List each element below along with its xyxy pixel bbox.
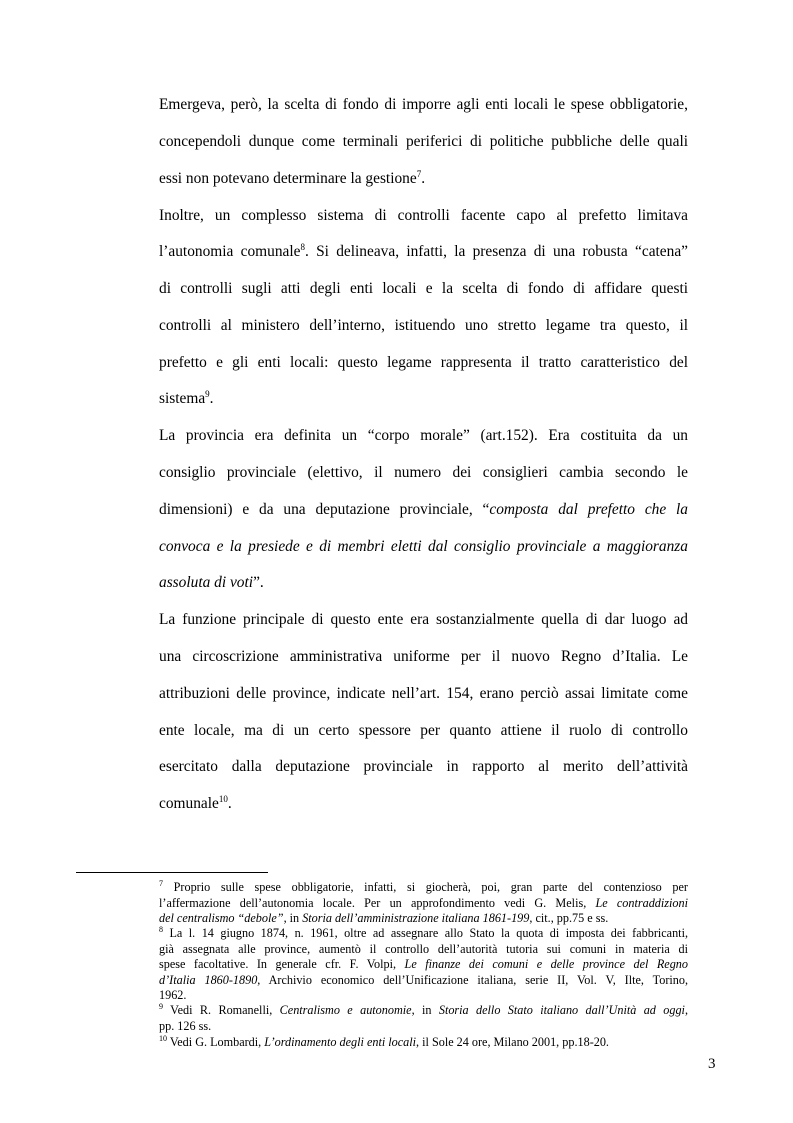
text-line — [159, 573, 688, 593]
text-line: Emergeva, però, la scelta di fondo di imporre agli enti locali le spese obbligatorie, — [159, 96, 688, 113]
footnote-line — [159, 1003, 688, 1019]
italic-title: d’Italia 1860-1890 — [159, 972, 258, 987]
italic-title: Centralismo e autonomie — [279, 1003, 412, 1017]
footnote-7 — [159, 880, 688, 896]
text-segment: . — [209, 390, 214, 407]
italic-title: Storia dell’amministrazione italiana 1861-199 — [302, 911, 530, 925]
text-segment: . — [421, 170, 426, 187]
text-line: concependoli dunque come terminali periferici di politiche pubbliche delle quali — [159, 133, 688, 150]
footnote-number: 10 — [159, 1034, 167, 1043]
text-segment: Vedi R. Romanelli, — [163, 1003, 280, 1017]
footnote-line — [159, 880, 688, 896]
page-number: 3 — [708, 1056, 716, 1072]
text-segment: , — [684, 1003, 688, 1017]
text-line — [159, 537, 688, 557]
text-segment: , cit., pp.75 e ss. — [529, 911, 609, 925]
text-line: La provincia era definita un “corpo morale” (art.152). Era costituita da un — [159, 427, 688, 444]
text-segment: Vedi G. Lombardi, — [167, 1035, 265, 1049]
text-segment: La l. 14 giugno 1874, n. 1961, oltre ad assegnare allo Stato la quota di imposta dei fabbricanti, — [163, 926, 688, 940]
text-segment: l’affermazione dell’autonomia locale. Per un approfondimento vedi G. Melis, — [159, 895, 596, 910]
text-segment: dimensioni) e da una deputazione provinciale, “ — [159, 501, 490, 518]
text-segment: essi non potevano determinare la gestione — [159, 170, 417, 187]
footnote-8 — [159, 926, 688, 1004]
text-line: esercitato dalla deputazione provinciale in rapporto al merito dell’attività — [159, 758, 688, 775]
text-segment: . Si delineava, infatti, la presenza di una robusta “catena” — [304, 243, 689, 260]
text-line: La funzione principale di questo ente era sostanzialmente quella di dar luogo ad — [159, 611, 688, 628]
footnote-ref: 10 — [218, 794, 228, 804]
text-line — [159, 500, 688, 520]
text-segment: , in — [411, 1003, 439, 1017]
text-line — [159, 242, 688, 262]
footnote-line: già assegnata alle province, aumentò il controllo dell’autorità tutoria sui comuni in materia di — [159, 941, 688, 956]
text-segment: , il Sole 24 ore, Milano 2001, pp.18-20. — [416, 1035, 609, 1049]
footnote-line — [159, 973, 688, 989]
footnote-line — [159, 957, 688, 973]
text-segment: , Archivio economico dell’Unificazione italiana, serie II, Vol. V, Ilte, Torino, — [257, 972, 689, 987]
text-segment: sistema — [159, 390, 206, 407]
text-line: ente locale, ma di un certo spessore per quanto attiene il ruolo di controllo — [159, 722, 688, 739]
footnote-line — [159, 1035, 688, 1051]
footnote-line — [159, 911, 688, 927]
footnote-ref: 9 — [205, 389, 210, 399]
footnote-line: 1962. — [159, 988, 187, 1002]
footnote-line: pp. 126 ss. — [159, 1018, 212, 1033]
footnote-line — [159, 896, 688, 912]
italic-title: L’ordinamento degli enti locali — [264, 1035, 417, 1049]
text-line: una circoscrizione amministrativa uniforme per il nuovo Regno d’Italia. Le — [159, 648, 688, 665]
footnote-ref: 7 — [416, 169, 422, 179]
footnote-9 — [159, 1003, 688, 1034]
text-segment: Proprio sulle spese obbligatorie, infatti, si giocherà, poi, gran parte del contenzioso per — [163, 880, 688, 894]
footnote-divider — [76, 872, 268, 873]
text-line — [159, 389, 688, 409]
italic-quote: composta dal prefetto che la — [489, 501, 688, 518]
footnote-number: 9 — [159, 1002, 163, 1011]
text-line: consiglio provinciale (elettivo, il numero dei consiglieri cambia secondo le — [159, 464, 688, 481]
footnote-7-cont — [159, 896, 688, 927]
text-line — [159, 169, 688, 189]
italic-quote: assoluta di voti — [159, 574, 254, 591]
italic-title: Le contraddizioni — [595, 895, 688, 910]
footnote-ref: 8 — [300, 242, 305, 252]
text-segment: spese facoltative. In generale cfr. F. Volpi, — [159, 957, 405, 971]
footnote-line — [159, 926, 688, 942]
text-line: attribuzioni delle province, indicate nell’art. 154, erano perciò assai limitate come — [159, 685, 688, 702]
text-line: controlli al ministero dell’interno, istituendo uno stretto legame tra questo, il — [159, 317, 688, 334]
text-segment: comunale — [159, 795, 219, 812]
footnote-number: 7 — [159, 879, 163, 888]
text-segment: l’autonomia comunale — [159, 243, 301, 260]
text-line: prefetto e gli enti locali: questo legame rappresenta il tratto caratteristico del — [159, 354, 688, 371]
text-segment: , in — [283, 911, 303, 925]
text-line: Inoltre, un complesso sistema di controlli facente capo al prefetto limitava — [159, 207, 688, 224]
text-line: di controlli sugli atti degli enti locali e la scelta di fondo di affidare questi — [159, 280, 688, 297]
italic-quote: convoca e la presiede e di membri eletti dal consiglio provinciale a maggioranza — [159, 538, 688, 555]
text-segment: . — [227, 795, 232, 812]
italic-title: del centralismo “debole” — [159, 911, 284, 925]
text-line — [159, 794, 688, 814]
footnote-number: 8 — [159, 925, 163, 934]
footnote-10 — [159, 1035, 688, 1051]
text-segment: ”. — [253, 574, 264, 591]
italic-title: Storia dello Stato italiano dall’Unità ad oggi — [438, 1003, 685, 1017]
italic-title: Le finanze dei comuni e delle province del Regno — [404, 957, 688, 971]
